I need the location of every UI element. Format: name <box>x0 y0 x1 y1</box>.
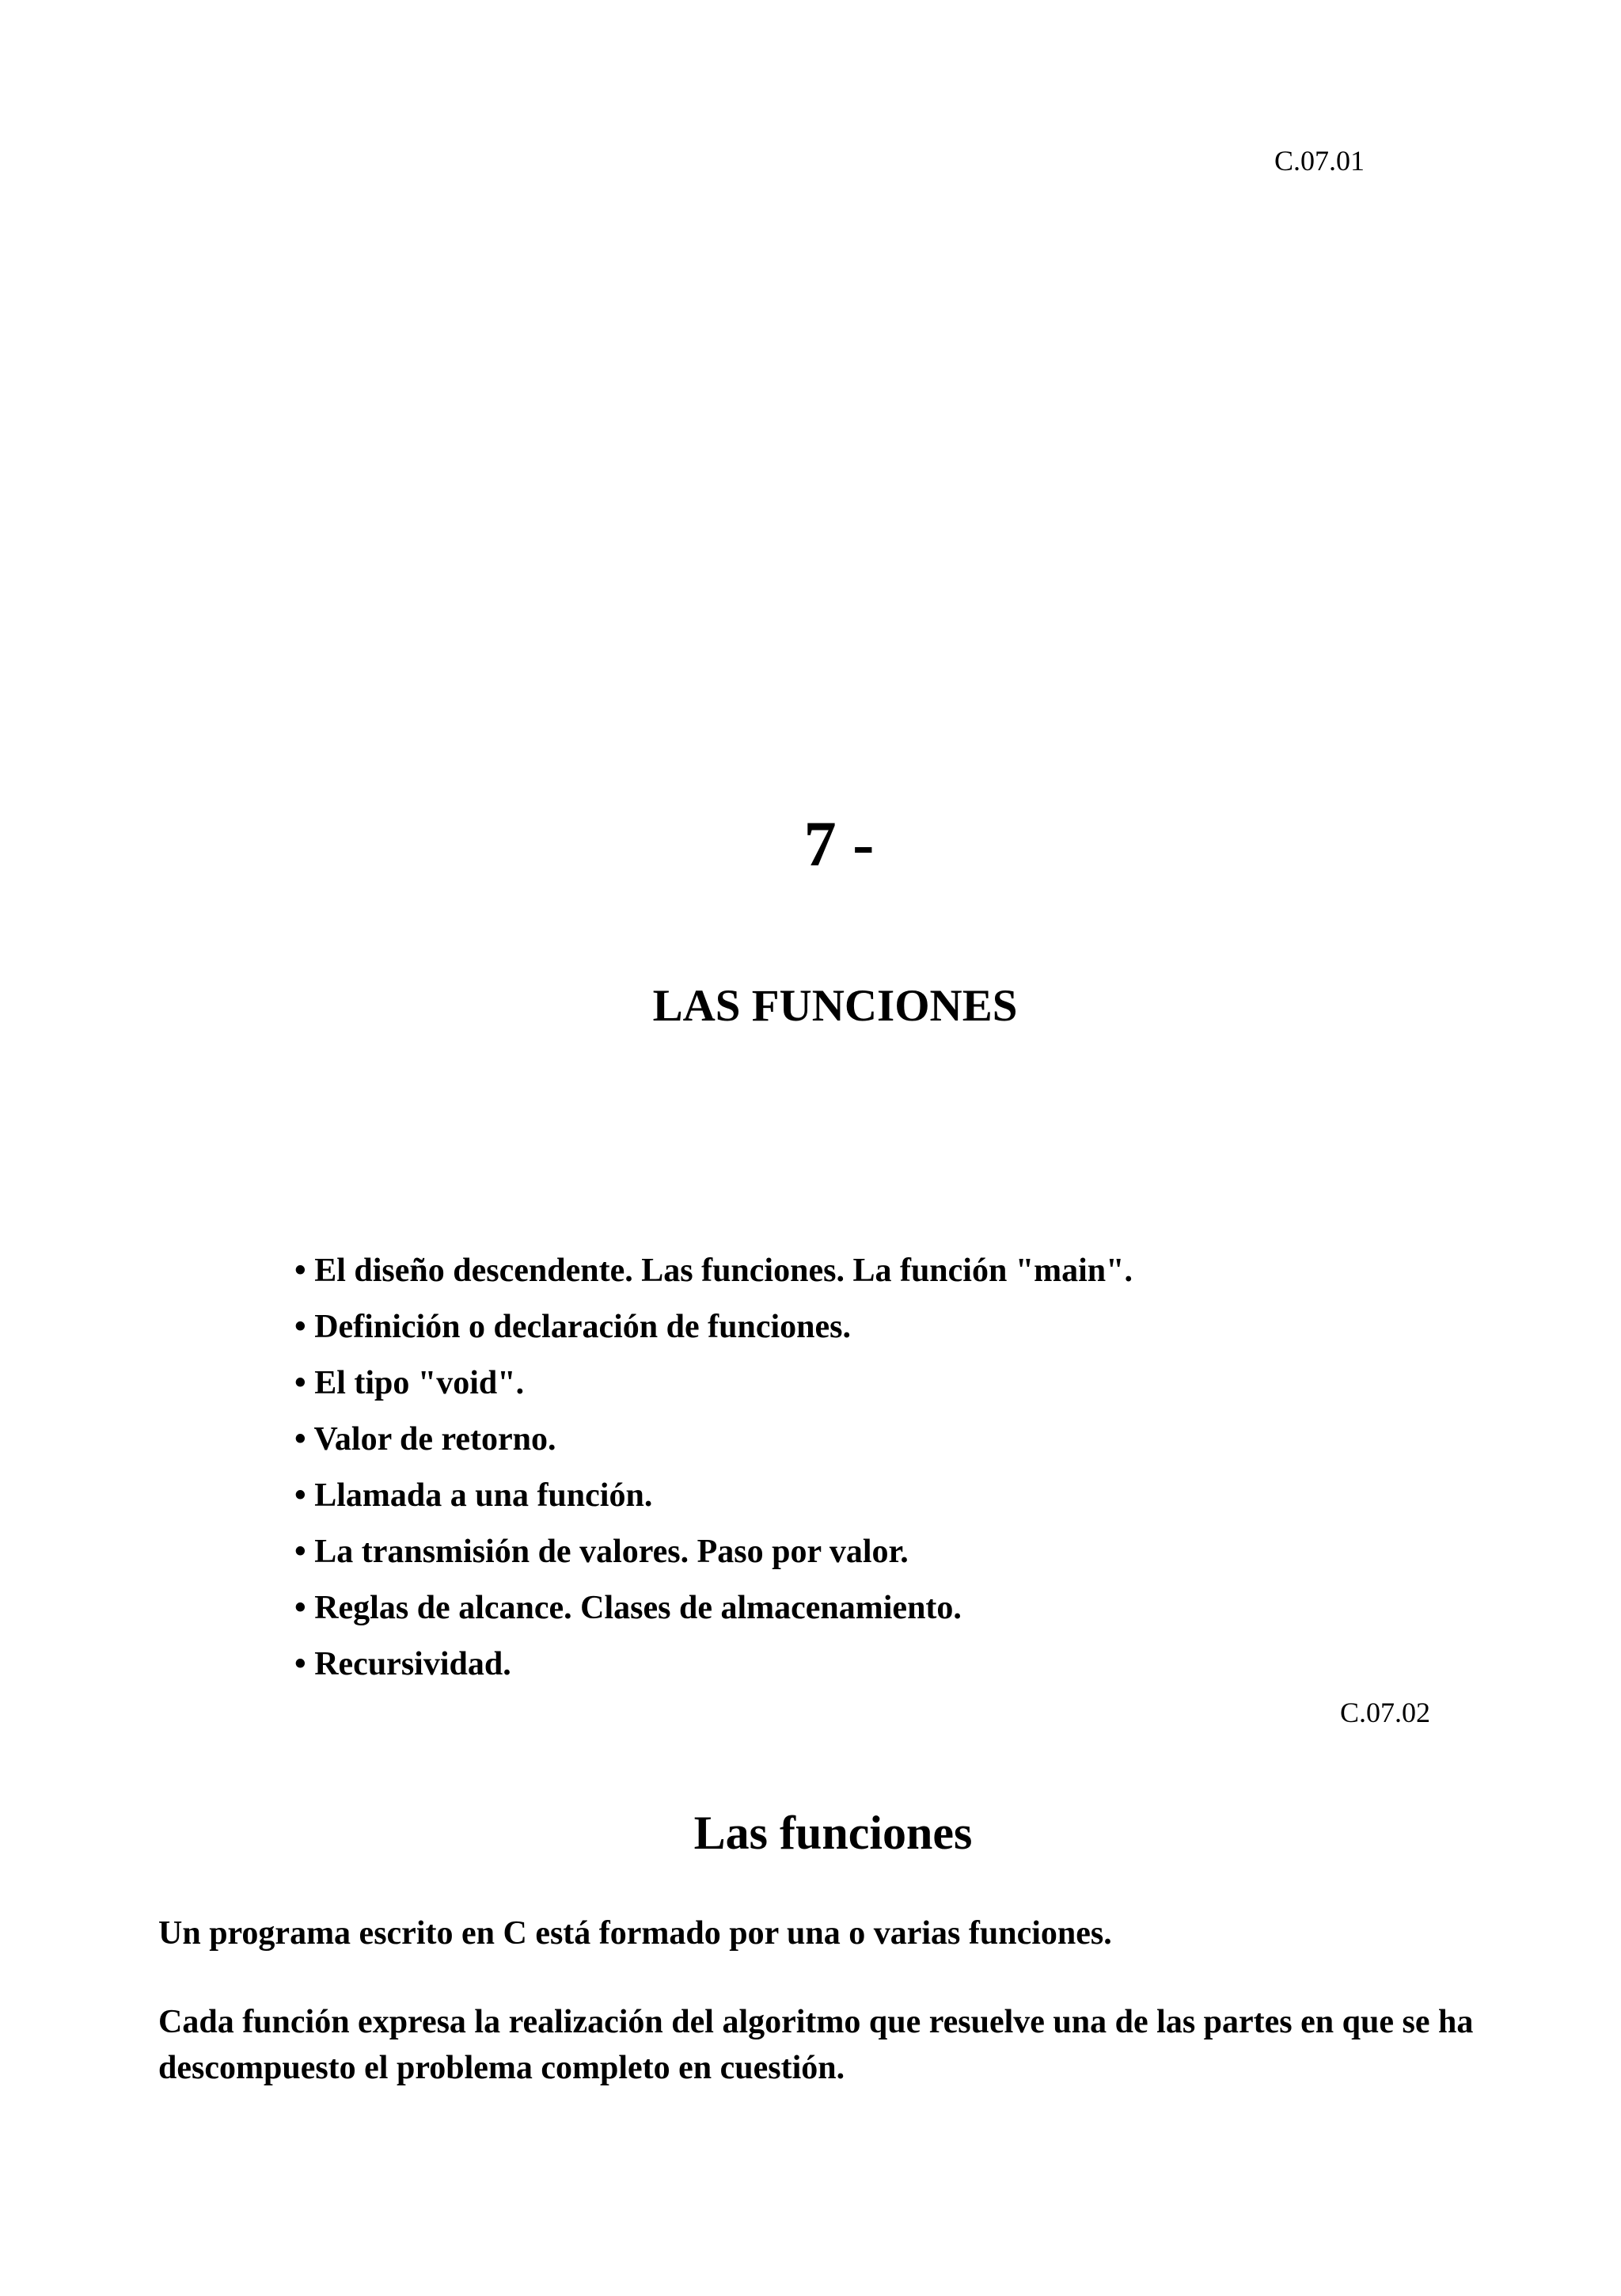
topic-item: • La transmisión de valores. Paso por valor. <box>294 1534 909 1570</box>
paragraph-function-description: Cada función expresa la realización del algoritmo que resuelve una de las partes en que se ha descompuesto el problema completo en cuestión. <box>158 2004 1474 2086</box>
section-title: Las funciones <box>693 1807 973 1859</box>
topic-item: • Recursividad. <box>294 1646 511 1682</box>
chapter-number: 7 - <box>803 808 875 880</box>
topic-item: • El tipo "void". <box>294 1365 525 1401</box>
chapter-title: LAS FUNCIONES <box>652 981 1018 1031</box>
page-code-second: C.07.02 <box>1340 1697 1431 1728</box>
topic-item: • El diseño descendente. Las funciones. La función "main". <box>294 1253 1133 1289</box>
paragraph-intro: Un programa escrito en C está formado por una o varias funciones. <box>158 1915 1112 1952</box>
topic-list <box>294 1243 1133 1693</box>
topic-item: • Llamada a una función. <box>294 1477 653 1514</box>
topic-item: • Reglas de alcance. Clases de almacenamiento. <box>294 1590 962 1626</box>
topic-item: • Valor de retorno. <box>294 1421 556 1458</box>
topic-item: • Definición o declaración de funciones. <box>294 1309 852 1345</box>
page-code-top: C.07.01 <box>1274 145 1365 177</box>
